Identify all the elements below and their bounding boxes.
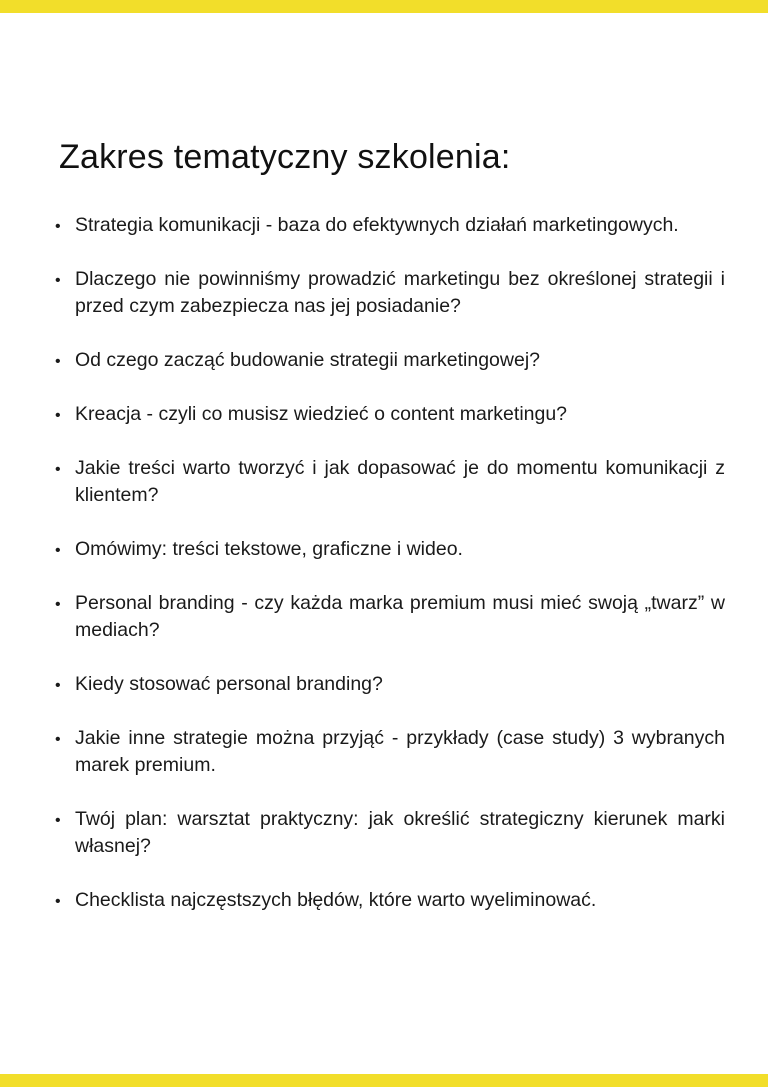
- bullet-icon: •: [55, 272, 61, 289]
- bullet-icon: •: [55, 893, 61, 910]
- bullet-icon: •: [55, 731, 61, 748]
- topic-text: Jakie inne strategie można przyjąć - przykłady (case study) 3 wybranych marek premium.: [75, 727, 725, 776]
- bullet-icon: •: [55, 542, 61, 559]
- list-item: [55, 212, 725, 239]
- bottom-accent-bar: [0, 1074, 768, 1087]
- bullet-icon: •: [55, 596, 61, 613]
- topic-text: Checklista najczęstszych błędów, które warto wyeliminować.: [75, 889, 597, 911]
- list-item: [55, 725, 725, 779]
- bullet-icon: •: [55, 407, 61, 424]
- list-item: [55, 671, 725, 698]
- topic-text: Jakie treści warto tworzyć i jak dopasować je do momentu komunikacji z klientem?: [75, 457, 725, 506]
- bullet-icon: •: [55, 677, 61, 694]
- bullet-icon: •: [55, 353, 61, 370]
- list-item: [55, 455, 725, 509]
- topic-text: Strategia komunikacji - baza do efektywnych działań marketingowych.: [75, 214, 679, 236]
- topic-text: Kiedy stosować personal branding?: [75, 673, 383, 695]
- list-item: [55, 266, 725, 320]
- topic-text: Personal branding - czy każda marka premium musi mieć swoją „twarz” w mediach?: [75, 592, 725, 641]
- topic-text: Od czego zacząć budowanie strategii marketingowej?: [75, 349, 541, 371]
- list-item: [55, 347, 725, 374]
- topic-text: Dlaczego nie powinniśmy prowadzić marketingu bez określonej strategii i przed czym zabezpiecza nas jej posiadanie?: [75, 268, 725, 317]
- list-item: [55, 887, 725, 914]
- topic-list: [55, 212, 725, 941]
- topic-text: Twój plan: warsztat praktyczny: jak określić strategiczny kierunek marki własnej?: [75, 808, 725, 857]
- page-title: Zakres tematyczny szkolenia:: [59, 138, 511, 176]
- bullet-icon: •: [55, 461, 61, 478]
- list-item: [55, 590, 725, 644]
- bullet-icon: •: [55, 812, 61, 829]
- list-item: [55, 806, 725, 860]
- topic-text: Omówimy: treści tekstowe, graficzne i wideo.: [75, 538, 463, 560]
- topic-text: Kreacja - czyli co musisz wiedzieć o content marketingu?: [75, 403, 568, 425]
- top-accent-bar: [0, 0, 768, 13]
- list-item: [55, 401, 725, 428]
- list-item: [55, 536, 725, 563]
- bullet-icon: •: [55, 218, 61, 235]
